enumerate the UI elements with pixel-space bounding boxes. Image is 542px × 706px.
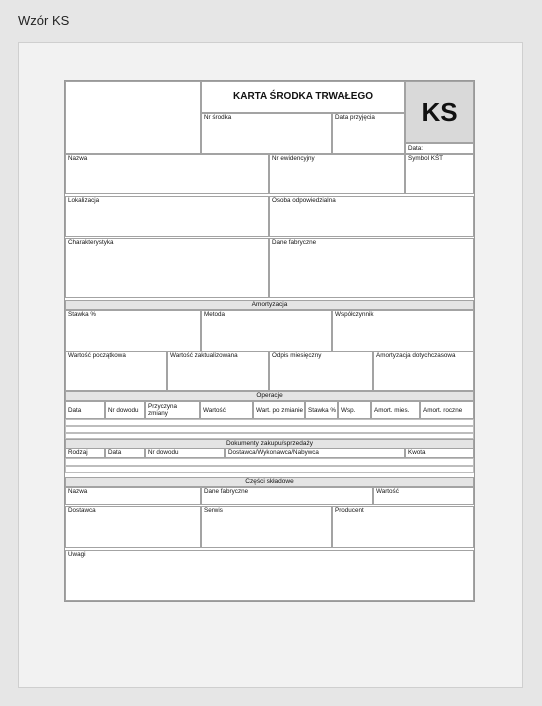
charakterystyka-label: Charakterystyka: [68, 239, 114, 246]
cz-dane-label: Dane fabryczne: [204, 488, 249, 495]
op-col-data: Data: [65, 401, 105, 419]
ks-badge: KS: [405, 81, 474, 143]
data-przyjecia-field[interactable]: [332, 113, 405, 154]
cz-nazwa-field[interactable]: [65, 487, 201, 505]
nazwa-label: Nazwa: [68, 155, 88, 162]
blank-header-box: [65, 81, 201, 154]
nazwa-field[interactable]: [65, 154, 269, 194]
dok-col-dostawca: Dostawca/Wykonawca/Nabywca: [225, 448, 405, 458]
metoda-label: Metoda: [204, 311, 226, 318]
dok-col-data: Data: [105, 448, 145, 458]
dane-fabryczne-field[interactable]: [269, 238, 474, 298]
asset-card-form: [64, 80, 475, 602]
odpis-field[interactable]: [269, 351, 373, 391]
table-row[interactable]: [65, 466, 474, 473]
producent-field[interactable]: [332, 506, 474, 548]
table-row[interactable]: [65, 458, 474, 466]
uwagi-field[interactable]: [65, 550, 474, 601]
nr-ewidencyjny-field[interactable]: [269, 154, 405, 194]
odpis-label: Odpis miesięczny: [272, 352, 322, 359]
producent-label: Producent: [335, 507, 364, 514]
lokalizacja-field[interactable]: [65, 196, 269, 237]
op-col-amort-roczne: Amort. roczne: [420, 401, 474, 419]
table-row[interactable]: [65, 426, 474, 433]
op-col-nr-dowodu: Nr dowodu: [105, 401, 145, 419]
symbol-kst-label: Symbol KŚT: [408, 155, 443, 162]
symbol-kst-field[interactable]: [405, 154, 474, 194]
cz-dane-field[interactable]: [201, 487, 373, 505]
op-col-stawka: Stawka %: [305, 401, 338, 419]
op-col-wart-po-zmianie: Wart. po zmianie: [253, 401, 305, 419]
cz-wartosc-label: Wartość: [376, 488, 399, 495]
amort-dotych-field[interactable]: [373, 351, 474, 391]
op-col-amort-mies: Amort. mies.: [371, 401, 420, 419]
nr-ewidencyjny-label: Nr ewidencyjny: [272, 155, 315, 162]
table-row[interactable]: [65, 419, 474, 426]
panel-title: Wzór KS: [18, 13, 70, 28]
op-col-przyczyna: Przyczyna zmiany: [145, 401, 200, 419]
nr-srodka-label: Nr środka: [204, 114, 232, 121]
operacje-header: Operacje: [65, 391, 474, 401]
wartosc-zaktualizowana-label: Wartość zaktualizowana: [170, 352, 238, 359]
stawka-field[interactable]: [65, 310, 201, 352]
cz-nazwa-label: Nazwa: [68, 488, 88, 495]
uwagi-label: Uwagi: [68, 551, 86, 558]
osoba-label: Osoba odpowiedzialna: [272, 197, 336, 204]
charakterystyka-field[interactable]: [65, 238, 269, 298]
wartosc-poczatkowa-field[interactable]: [65, 351, 167, 391]
dok-col-rodzaj: Rodzaj: [65, 448, 105, 458]
dostawca-label: Dostawca: [68, 507, 96, 514]
serwis-label: Serwis: [204, 507, 223, 514]
stawka-label: Stawka %: [68, 311, 96, 318]
dostawca-field[interactable]: [65, 506, 201, 548]
data-field[interactable]: [405, 143, 474, 154]
nr-srodka-field[interactable]: [201, 113, 332, 154]
wspolczynnik-field[interactable]: [332, 310, 474, 352]
data-label: Data:: [408, 145, 424, 152]
data-przyjecia-label: Data przyjęcia: [335, 114, 375, 121]
dokumenty-header: Dokumenty zakupu/sprzedaży: [65, 439, 474, 449]
cz-wartosc-field[interactable]: [373, 487, 474, 505]
metoda-field[interactable]: [201, 310, 332, 352]
osoba-field[interactable]: [269, 196, 474, 237]
czesci-header: Części składowe: [65, 477, 474, 487]
op-col-wsp: Wsp.: [338, 401, 371, 419]
lokalizacja-label: Lokalizacja: [68, 197, 100, 204]
wspolczynnik-label: Współczynnik: [335, 311, 374, 318]
op-col-wartosc: Wartość: [200, 401, 253, 419]
wartosc-zaktualizowana-field[interactable]: [167, 351, 269, 391]
serwis-field[interactable]: [201, 506, 332, 548]
dok-col-nr-dowodu: Nr dowodu: [145, 448, 225, 458]
dane-fabryczne-label: Dane fabryczne: [272, 239, 317, 246]
dok-col-kwota: Kwota: [405, 448, 474, 458]
form-title: KARTA ŚRODKA TRWAŁEGO: [201, 81, 405, 113]
amortyzacja-header: Amortyzacja: [65, 300, 474, 310]
wartosc-poczatkowa-label: Wartość początkowa: [68, 352, 126, 359]
amort-dotych-label: Amortyzacja dotychczasowa: [376, 352, 456, 359]
